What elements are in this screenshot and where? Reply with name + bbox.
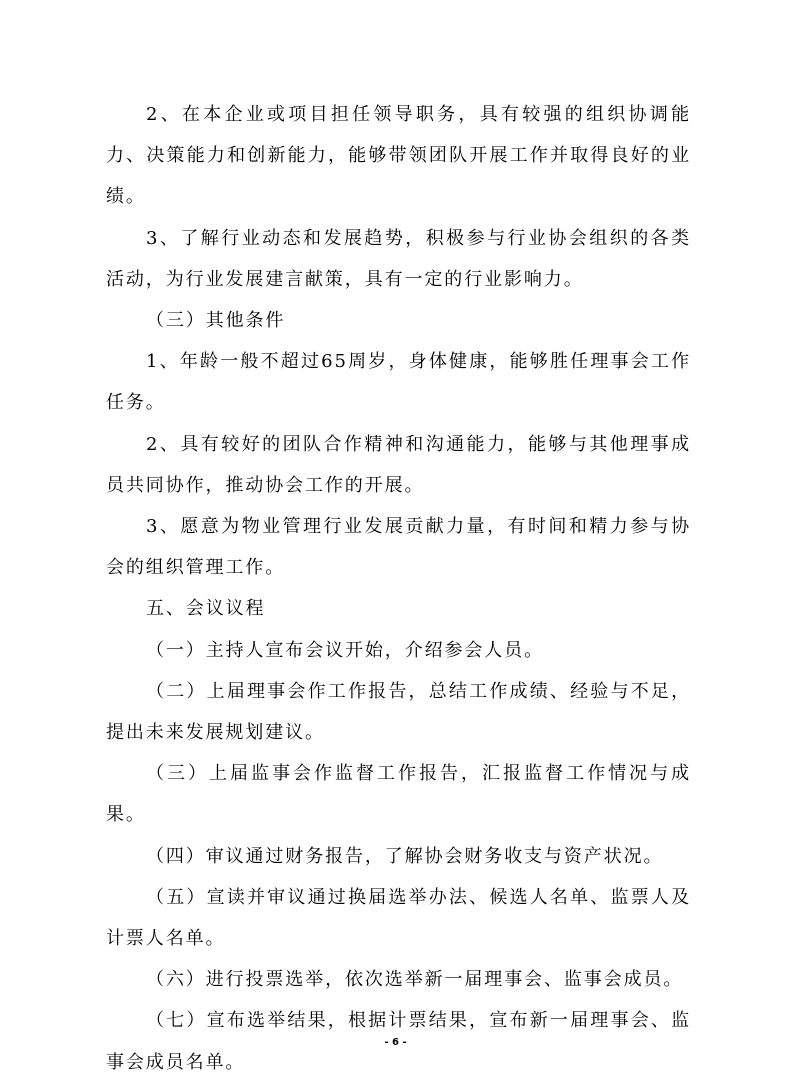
page-number: - 6 - xyxy=(384,1037,407,1048)
paragraph-teamwork: 2、具有较好的团队合作精神和沟通能力，能够与其他理事成员共同协作，推动协会工作的开展。 xyxy=(106,433,691,496)
paragraph-age-health: 1、年龄一般不超过65周岁，身体健康，能够胜任理事会工作任务。 xyxy=(106,351,691,414)
agenda-item-5: （五）宣读并审议通过换届选举办法、候选人名单、监票人及计票人名单。 xyxy=(106,886,691,950)
section-heading-meeting-agenda: 五、会议议程 xyxy=(146,598,266,620)
document-body xyxy=(106,94,691,1083)
paragraph-leadership-duty: 2、在本企业或项目担任领导职务，具有较强的组织协调能力、决策能力和创新能力，能够带领团队开展工作并取得良好的业绩。 xyxy=(106,104,691,208)
paragraph-industry-awareness: 3、了解行业动态和发展趋势，积极参与行业协会组织的各类活动，为行业发展建言献策，具有一定的行业影响力。 xyxy=(106,227,691,290)
agenda-item-1: （一）主持人宣布会议开始，介绍参会人员。 xyxy=(146,639,544,661)
agenda-item-2: （二）上届理事会作工作报告，总结工作成绩、经验与不足，提出未来发展规划建议。 xyxy=(106,680,691,744)
agenda-item-6: （六）进行投票选举，依次选举新一届理事会、监事会成员。 xyxy=(146,969,684,991)
agenda-item-4: （四）审议通过财务报告，了解协会财务收支与资产状况。 xyxy=(146,845,664,867)
agenda-item-3: （三）上届监事会作监督工作报告，汇报监督工作情况与成果。 xyxy=(106,763,691,826)
paragraph-willingness: 3、愿意为物业管理行业发展贡献力量，有时间和精力参与协会的组织管理工作。 xyxy=(106,516,691,579)
section-heading-other-conditions: （三）其他条件 xyxy=(146,310,286,332)
agenda-item-7: （七）宣布选举结果，根据计票结果，宣布新一届理事会、监事会成员名单。 xyxy=(106,1010,691,1073)
